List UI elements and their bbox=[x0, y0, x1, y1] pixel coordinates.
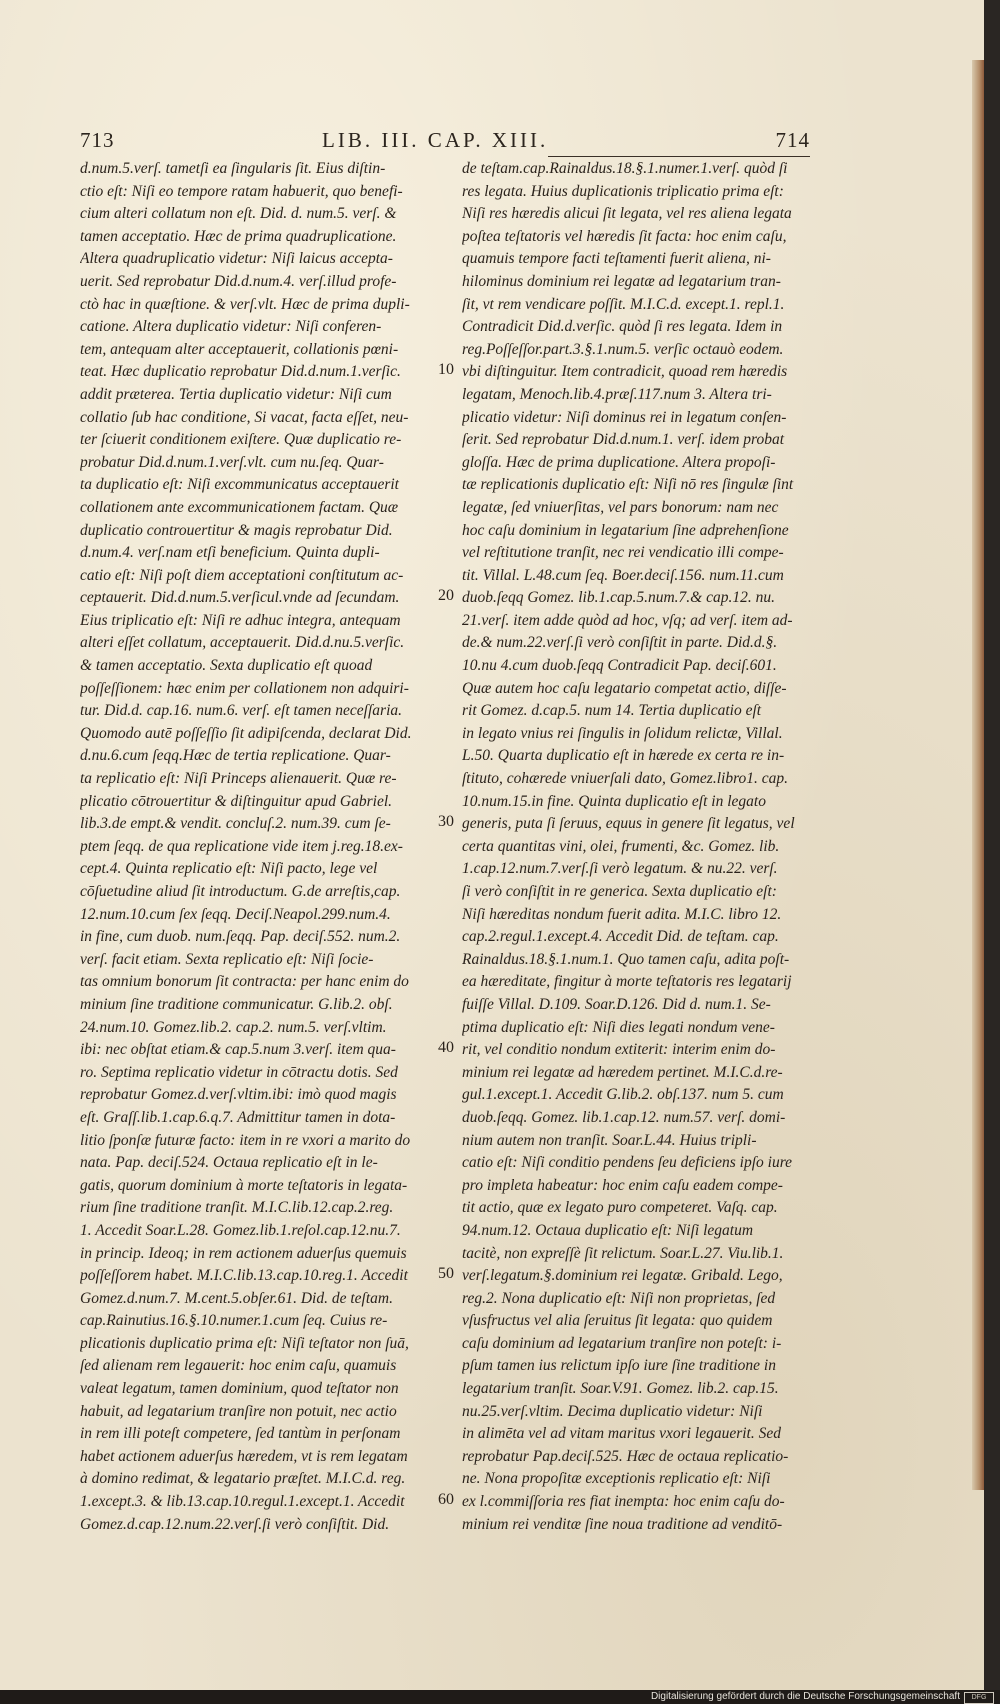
left-column-line: ctio eſt: Niſi eo tempore ratam habuerit, quo benefi- bbox=[80, 182, 403, 200]
right-column-line: verſ.legatum.§.dominium rei legatæ. Gribald. Lego, bbox=[462, 1267, 783, 1285]
right-column-line: caſu dominium ad legatarium tranſire non poteſt: i- bbox=[462, 1334, 782, 1352]
left-column-line: tamen acceptatio. Hæc de prima quadruplicatione. bbox=[80, 227, 397, 245]
right-column-line: plicatio videtur: Niſi dominus rei in legatum conſen- bbox=[462, 408, 787, 426]
left-column-line: ter ſciuerit conditionem exiſtere. Quæ duplicatio re- bbox=[80, 431, 402, 449]
right-column-line: 1.cap.12.num.7.verſ.ſi verò legatum. & nu.22. verſ. bbox=[462, 860, 778, 878]
right-column-line: tit actio, quæ ex legato puro competeret. Vaſq. cap. bbox=[462, 1199, 778, 1217]
margin-line-number: 10 bbox=[438, 361, 454, 379]
right-column-line: 10.num.15.in fine. Quinta duplicatio eſt in legato bbox=[462, 792, 766, 810]
left-column-line: teat. Hæc duplicatio reprobatur Did.d.num.1.verſic. bbox=[80, 363, 401, 381]
left-column-line: in fine, cum duob. num.ſeqq. Pap. deciſ.552. num.2. bbox=[80, 928, 401, 946]
right-column-line: 94.num.12. Octaua duplicatio eſt: Niſi legatum bbox=[462, 1221, 754, 1239]
left-column-line: addit præterea. Tertia duplicatio videtur: Niſi cum bbox=[80, 385, 392, 403]
right-column-line: minium rei venditæ ſine noua traditione ad venditō- bbox=[462, 1515, 783, 1533]
right-column-line: Niſi hæreditas nondum fuerit adita. M.I.C. libro 12. bbox=[462, 905, 782, 923]
right-column-line: de.& num.22.verſ.ſi verò conſiſtit in parte. Did.d.§. bbox=[462, 634, 778, 652]
right-column-line: Contradicit Did.d.verſic. quòd ſi res legata. Idem in bbox=[462, 318, 783, 336]
right-column-line: fuiſſe Villal. D.109. Soar.D.126. Did d. num.1. Se- bbox=[462, 995, 771, 1013]
left-column-line: tas omnium bonorum ſit contracta: per hanc enim do bbox=[80, 973, 409, 991]
right-column-line: gloſſa. Hæc de prima duplicatione. Altera propoſi- bbox=[462, 453, 776, 471]
left-column-line: minium ſine traditione communicatur. G.lib.2. obſ. bbox=[80, 995, 393, 1013]
page-number-right: 714 bbox=[775, 128, 810, 152]
right-column-line: ne. Nona propoſitæ exceptionis replicatio eſt: Niſi bbox=[462, 1470, 771, 1488]
left-column-line: plicationis duplicatio prima eſt: Niſi teſtator non ſuā, bbox=[80, 1334, 409, 1352]
right-column-line: duob.ſeqq. Gomez. lib.1.cap.12. num.57. verſ. domi- bbox=[462, 1108, 786, 1126]
right-column-line: in alimēta vel ad vitam maritus vxori legauerit. Sed bbox=[462, 1425, 781, 1443]
left-column-line: ceptauerit. Did.d.num.5.verſicul.vnde ad ſecundam. bbox=[80, 589, 400, 607]
left-column-line: d.nu.6.cum ſeqq.Hæc de tertia replicatione. Quar- bbox=[80, 747, 391, 765]
left-column-line: eſt. Graſſ.lib.1.cap.6.q.7. Admittitur tamen in dota- bbox=[80, 1108, 396, 1126]
left-column-line: nata. Pap. deciſ.524. Octaua replicatio eſt in le- bbox=[80, 1154, 378, 1172]
running-header bbox=[80, 128, 810, 154]
left-column-line: alteri eſſet collatum, acceptauerit. Did.d.nu.5.verſic. bbox=[80, 634, 405, 652]
right-column-line: pſum tamen ius relictum ipſo iure ſine traditione in bbox=[462, 1357, 776, 1375]
right-column-line: Niſi res hæredis alicui ſit legata, vel res aliena legata bbox=[462, 205, 792, 223]
chapter-title: LIB. III. CAP. XIII. bbox=[322, 128, 549, 152]
left-column-line: à domino redimat, & legatario præſtet. M.I.C.d. reg. bbox=[80, 1470, 406, 1488]
left-column-line: ſed alienam rem legauerit: hoc enim caſu, quamuis bbox=[80, 1357, 397, 1375]
footer-credit: Digitalisierung gefördert durch die Deutsche Forschungsgemeinschaft bbox=[650, 1691, 960, 1702]
right-column-line: ſtituto, cohærede vniuerſali dato, Gomez.libro1. cap. bbox=[462, 770, 789, 788]
right-column-line: res legata. Huius duplicationis triplicatio prima eſt: bbox=[462, 182, 784, 200]
left-column-line: tur. Did.d. cap.16. num.6. verſ. eſt tamen neceſſaria. bbox=[80, 702, 403, 720]
right-column-line: ſi verò conſiſtit in re generica. Sexta duplicatio eſt: bbox=[462, 883, 777, 900]
page-number-left: 713 bbox=[80, 128, 115, 152]
left-column-line: cium alteri collatum non eſt. Did. d. num.5. verſ. & bbox=[80, 205, 397, 223]
right-column-line: vſusfructus vel alia ſeruitus ſit legata: quo quidem bbox=[462, 1312, 773, 1330]
right-column-line: hoc caſu dominium in legatarium ſine adprehenſione bbox=[462, 521, 789, 539]
right-column-line: nu.25.verſ.vltim. Decima duplicatio videtur: Niſi bbox=[462, 1402, 763, 1420]
left-column-line: Eius triplicatio eſt: Niſi re adhuc integra, antequam bbox=[80, 611, 401, 629]
left-column-line: plicatio cōtrouertitur & diſtinguitur apud Gabriel. bbox=[80, 792, 393, 810]
left-column-line: duplicatio controuertitur & magis reprobatur Did. bbox=[80, 521, 393, 539]
left-column-line: 1.except.3. & lib.13.cap.10.regul.1.except.1. Accedit bbox=[80, 1493, 405, 1511]
right-column-line: tacitè, non expreſſè ſit relictum. Soar.L.27. Viu.lib.1. bbox=[462, 1244, 784, 1262]
right-column-line: tæ replicationis duplicatio eſt: Niſi nō res ſingulæ ſint bbox=[462, 476, 794, 494]
left-column-line: cept.4. Quinta replicatio eſt: Niſi pacto, lege vel bbox=[80, 860, 378, 878]
right-column-line: rit Gomez. d.cap.5. num 14. Tertia duplicatio eſt bbox=[462, 702, 762, 720]
right-column-line: legatarium tranſit. Soar.V.91. Gomez. lib.2. cap.15. bbox=[462, 1380, 779, 1398]
left-column-line: verſ. facit etiam. Sexta replicatio eſt: Niſi ſocie- bbox=[80, 950, 374, 968]
left-column-line: catio eſt: Niſi poſt diem acceptationi conſtitutum ac- bbox=[80, 566, 404, 584]
left-column-line: Gomez.d.cap.12.num.22.verſ.ſi verò conſiſtit. Did. bbox=[80, 1515, 390, 1533]
right-column-line: L.50. Quarta duplicatio eſt in hærede ex certa re in- bbox=[462, 747, 785, 765]
right-column-line: gul.1.except.1. Accedit G.lib.2. obſ.137. num 5. cum bbox=[462, 1086, 784, 1104]
left-column-line: ta duplicatio eſt: Niſi excommunicatus acceptauerit bbox=[80, 476, 399, 494]
left-column-line: 1. Accedit Soar.L.28. Gomez.lib.1.reſol.cap.12.nu.7. bbox=[80, 1221, 401, 1239]
left-column-line: catione. Altera duplicatio videtur: Niſi conferen- bbox=[80, 318, 382, 336]
left-column-line: & tamen acceptatio. Sexta duplicatio eſt quoad bbox=[80, 657, 373, 675]
right-column-line: pro impleta habeatur: hoc enim caſu eadem compe- bbox=[462, 1176, 783, 1194]
margin-line-number: 60 bbox=[438, 1491, 454, 1509]
left-column-line: poſſeſſionem: hæc enim per collationem non adquiri- bbox=[80, 679, 409, 697]
left-column-line: Quomodo autē poſſeſſio ſit adipiſcenda, declarat Did. bbox=[80, 724, 412, 742]
left-column-line: gatis, quorum dominium à morte teſtatoris in legata- bbox=[80, 1176, 408, 1194]
right-text-column bbox=[462, 158, 812, 1536]
right-column-line: reg.2. Nona duplicatio eſt: Niſi non proprietas, ſed bbox=[462, 1289, 776, 1307]
left-column-line: habuit, ad legatarium tranſire non potuit, nec actio bbox=[80, 1402, 397, 1420]
left-column-line: tem, antequam alter acceptauerit, collationis pœni- bbox=[80, 340, 399, 358]
right-column-line: reg.Poſſeſſor.part.3.§.1.num.5. verſic octauò eodem. bbox=[462, 340, 784, 358]
right-column-line: poſtea teſtatoris vel hæredis ſit facta: hoc enim caſu, bbox=[462, 227, 787, 245]
right-column-line: cap.2.regul.1.except.4. Accedit Did. de teſtam. cap. bbox=[462, 928, 779, 946]
right-column-line: Quæ autem hoc caſu legatario competat actio, diſſe- bbox=[462, 679, 787, 697]
right-column-line: ſerit. Sed reprobatur Did.d.num.1. verſ. idem probat bbox=[462, 431, 785, 449]
left-column-line: in rem illi poteſt competere, ſed tantùm in perſonam bbox=[80, 1425, 401, 1443]
right-column-line: ptima duplicatio eſt: Niſi dies legati nondum vene- bbox=[462, 1018, 775, 1036]
right-column-line: ſit, vt rem vendicare poſſit. M.I.C.d. except.1. repl.1. bbox=[462, 295, 785, 313]
left-column-line: Gomez.d.num.7. M.cent.5.obſer.61. Did. de teſtam. bbox=[80, 1289, 393, 1307]
right-column-line: generis, puta ſi ſeruus, equus in genere ſit legatus, vel bbox=[462, 815, 795, 833]
left-column-line: ro. Septima replicatio videtur in cōtractu dotis. Sed bbox=[80, 1063, 398, 1081]
margin-line-number: 50 bbox=[438, 1265, 454, 1283]
right-column-line: reprobatur Pap.deciſ.525. Hæc de octaua replicatio- bbox=[462, 1447, 789, 1465]
right-column-line: ex l.commiſſoria res fiat inempta: hoc enim caſu do- bbox=[462, 1493, 785, 1511]
left-column-line: Altera quadruplicatio videtur: Niſi laicus accepta- bbox=[80, 250, 393, 268]
margin-line-number: 20 bbox=[438, 587, 454, 605]
left-column-line: 12.num.10.cum ſex ſeqq. Deciſ.Neapol.299.num.4. bbox=[80, 905, 391, 923]
right-column-line: in legato vnius rei ſingulis in ſolidum relictæ, Villal. bbox=[462, 724, 783, 742]
left-column-line: collatio ſub hac conditione, Si vacat, facta eſſet, neu- bbox=[80, 408, 409, 426]
left-column-line: ctò hac in quæſtione. & verſ.vlt. Hæc de prima dupli- bbox=[80, 295, 410, 313]
left-column-line: in princip. Ideoq; in rem actionem aduerſus quemuis bbox=[80, 1244, 407, 1262]
right-column-line: 10.nu 4.cum duob.ſeqq Contradicit Pap. deciſ.601. bbox=[462, 657, 777, 675]
left-column-line: cap.Rainutius.16.§.10.numer.1.cum ſeq. Cuius re- bbox=[80, 1312, 388, 1330]
right-column-line: ea hæreditate, fingitur à morte teſtatoris res legatarij bbox=[462, 973, 792, 991]
left-column-line: litio ſponſæ futuræ facto: item in re vxori a marito do bbox=[80, 1131, 411, 1149]
left-text-column bbox=[80, 158, 430, 1536]
right-column-line: 21.verſ. item adde quòd ad hoc, vſq; ad verſ. item ad- bbox=[462, 611, 793, 629]
right-column-line: Rainaldus.18.§.1.num.1. Quo tamen caſu, adita poſt- bbox=[462, 950, 790, 968]
right-column-line: minium rei legatæ ad hæredem pertinet. M.I.C.d.re- bbox=[462, 1063, 783, 1081]
right-column-line: rit, vel conditio nondum extiterit: interim enim do- bbox=[462, 1041, 776, 1059]
left-column-line: ibi: nec obſtat etiam.& cap.5.num 3.verſ. item qua- bbox=[80, 1041, 396, 1059]
right-column-line: legatam, Menoch.lib.4.præſ.117.num 3. Altera tri- bbox=[462, 385, 772, 403]
left-column-line: probatur Did.d.num.1.verſ.vlt. cum nu.ſeq. Quar- bbox=[80, 453, 384, 471]
margin-line-number: 30 bbox=[438, 813, 454, 831]
left-column-line: habet actionem aduerſus hæredem, vt is rem legatam bbox=[80, 1447, 408, 1465]
left-column-line: lib.3.de empt.& vendit. concluſ.2. num.39. cum ſe- bbox=[80, 815, 391, 833]
right-column-line: quamuis tempore facti teſtamenti fuerit aliena, ni- bbox=[462, 250, 771, 268]
right-column-line: vel reſtitutione tranſit, nec rei vendicatio illi compe- bbox=[462, 544, 784, 562]
left-column-line: uerit. Sed reprobatur Did.d.num.4. verſ.illud profe- bbox=[80, 272, 397, 290]
right-column-line: de teſtam.cap.Rainaldus.18.§.1.numer.1.verſ. quòd ſi bbox=[462, 160, 788, 177]
left-column-line: rium ſine traditione tranſit. M.I.C.lib.12.cap.2.reg. bbox=[80, 1199, 394, 1217]
left-column-line: reprobatur Gomez.d.verſ.vltim.ibi: imò quod magis bbox=[80, 1086, 397, 1104]
right-column-line: vbi diſtinguitur. Item contradicit, quoad rem hæredis bbox=[462, 363, 788, 381]
page-edge bbox=[972, 60, 984, 1490]
right-column-line: legatæ, ſed vniuerſitas, vel pars bonorum: nam nec bbox=[462, 498, 779, 516]
left-column-line: ptem ſeqq. de qua replicatione vide item j.reg.18.ex- bbox=[80, 837, 403, 855]
left-column-line: poſſeſſorem habet. M.I.C.lib.13.cap.10.reg.1. Accedit bbox=[80, 1267, 408, 1285]
left-column-line: d.num.5.verſ. tametſi ea ſingularis ſit. Eius diſtin- bbox=[80, 160, 386, 177]
header-rule bbox=[548, 156, 810, 157]
left-column-line: collationem ante excommunicationem factam. Quæ bbox=[80, 498, 399, 516]
right-column-line: catio eſt: Niſi conditio pendens ſeu deficiens ipſo iure bbox=[462, 1154, 793, 1172]
left-column-line: ta replicatio eſt: Niſi Princeps alienauerit. Quæ re- bbox=[80, 770, 397, 788]
margin-line-number: 40 bbox=[438, 1039, 454, 1057]
left-column-line: cōſuetudine aliud ſit introductum. G.de arreſtis,cap. bbox=[80, 883, 401, 900]
left-column-line: valeat legatum, tamen dominium, quod teſtator non bbox=[80, 1380, 399, 1398]
right-column-line: duob.ſeqq Gomez. lib.1.cap.5.num.7.& cap.12. nu. bbox=[462, 589, 775, 607]
right-column-line: nium autem non tranſit. Soar.L.44. Huius tripli- bbox=[462, 1131, 757, 1149]
right-column-line: tit. Villal. L.48.cum ſeq. Boer.deciſ.156. num.11.cum bbox=[462, 566, 784, 584]
right-column-line: certa quantitas vini, olei, frumenti, &c. Gomez. lib. bbox=[462, 837, 780, 855]
left-column-line: 24.num.10. Gomez.lib.2. cap.2. num.5. verſ.vltim. bbox=[80, 1018, 387, 1036]
right-column-line: hilominus dominium rei legatæ ad legatarium tran- bbox=[462, 272, 781, 290]
left-column-line: d.num.4. verſ.nam etſi beneficium. Quinta dupli- bbox=[80, 544, 380, 562]
dfg-logo: DFG bbox=[964, 1692, 994, 1704]
